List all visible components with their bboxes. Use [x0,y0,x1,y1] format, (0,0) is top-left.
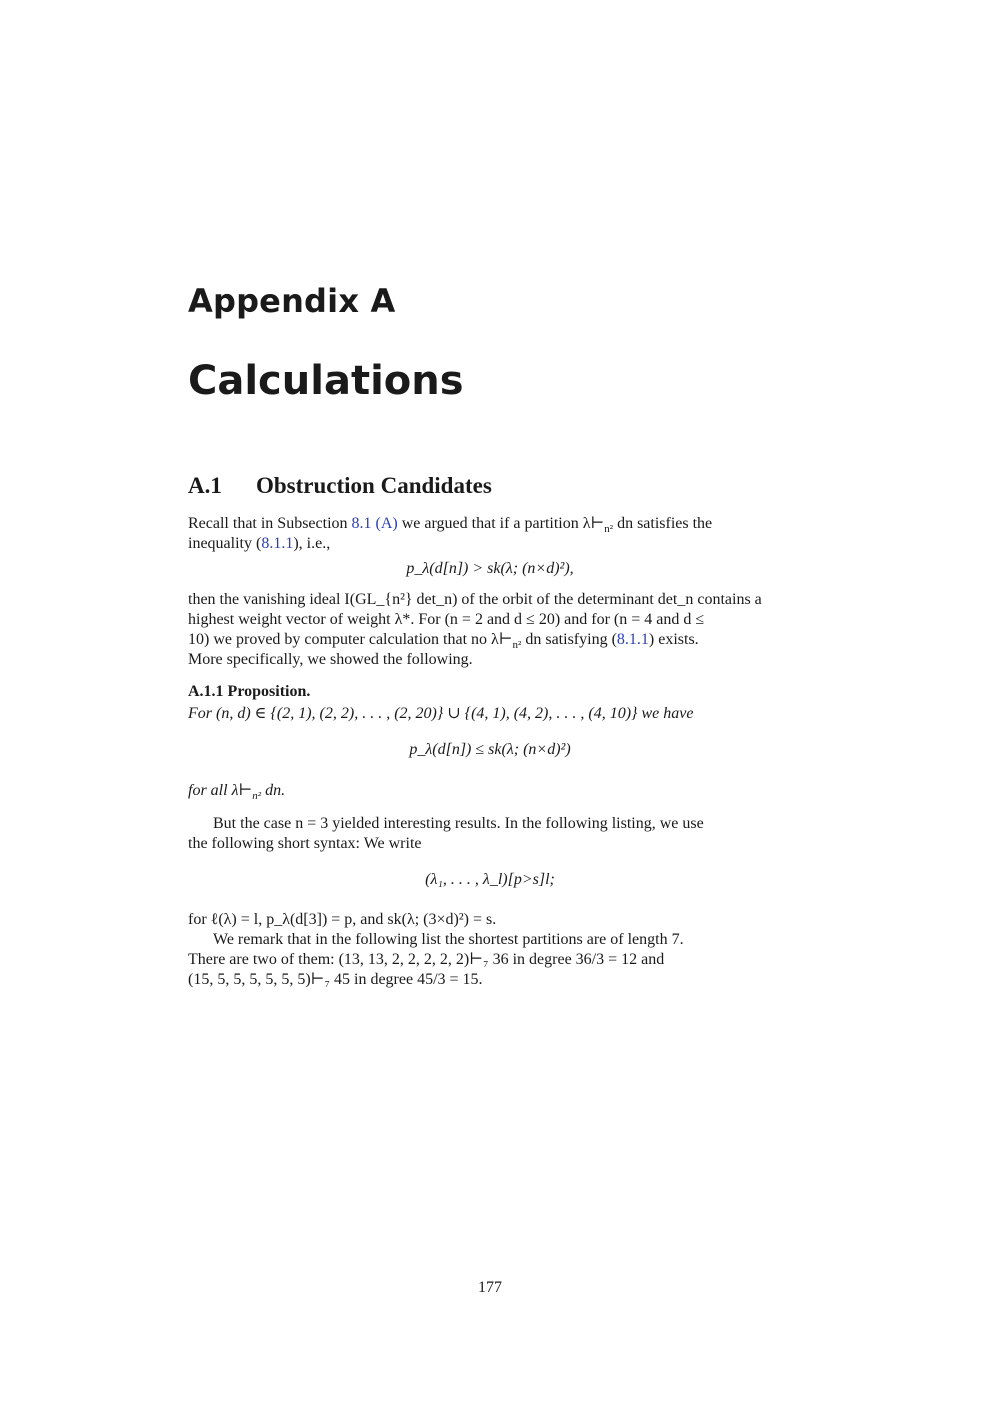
paragraph-line: We remark that in the following list the shortest partitions are of length 7. [213,931,684,948]
chapter-title: Calculations [188,358,464,404]
paragraph-line: (15, 5, 5, 5, 5, 5, 5)⊢₇ 45 in degree 45/3 = 15. [188,971,483,988]
text-run: dn satisfies the [613,515,713,532]
subscript: n² [604,523,614,534]
paragraph-line: the following short syntax: We write [188,835,422,852]
text-run: inequality ( [188,535,262,552]
subscript: n² [252,790,262,803]
paragraph-recall [188,514,792,554]
proposition-heading: A.1.1 Proposition. [188,683,311,700]
equation-link[interactable]: 8.1.1 [616,631,649,648]
paragraph-line: More specifically, we showed the following. [188,651,473,668]
text-run: Recall that in Subsection [188,515,352,532]
equation-link[interactable]: 8.1.1 [261,535,294,552]
text-run: dn satisfying ( [521,631,617,648]
paragraph-line [188,514,792,534]
section-title: Obstruction Candidates [256,473,492,498]
text-run: dn. [261,782,286,799]
display-inequality: p_λ(d[n]) > sk(λ; (n×d)²), [406,560,574,577]
text-run: we argued that if a partition λ⊢ [397,515,605,532]
paragraph-line: But the case n = 3 yielded interesting results. In the following listing, we use [213,815,704,832]
proposition-statement: For (n, d) ∈ {(2, 1), (2, 2), . . . , (2, 20)} ∪ {(4, 1), (4, 2), . . . , (4, 10)} we have [188,705,694,722]
paragraph-line: highest weight vector of weight λ*. For (n = 2 and d ≤ 20) and for (n = 4 and d ≤ [188,611,705,628]
paragraph-line: then the vanishing ideal I(GL_{n²} det_n) of the orbit of the determinant det_n contains a [188,591,762,608]
paragraph-remark [188,910,792,990]
paragraph-line [188,630,792,650]
paragraph-line: for ℓ(λ) = l, p_λ(d[3]) = p, and sk(λ; (3×d)²) = s. [188,911,497,928]
paragraph-line [188,534,792,554]
section-heading [188,473,492,499]
text-run: 10) we proved by computer calculation that no λ⊢ [188,631,513,648]
subsection-link[interactable]: 8.1 (A) [351,515,398,532]
paragraph-line: There are two of them: (13, 13, 2, 2, 2, 2, 2)⊢₇ 36 in degree 36/3 = 12 and [188,951,665,968]
text-run: ), i.e., [293,535,331,552]
page-number: 177 [478,1279,502,1296]
paragraph-case-n3 [188,814,792,854]
section-number: A.1 [188,473,222,498]
subscript: n² [512,639,522,650]
text-run: for all λ⊢ [188,782,253,799]
syntax-display: (λ₁, . . . , λ_l)[p>s]l; [425,871,555,888]
text-run: ) exists. [648,631,699,648]
proposition-conclusion [188,780,286,803]
chapter-label: Appendix A [188,282,396,320]
proposition-display: p_λ(d[n]) ≤ sk(λ; (n×d)²) [409,741,571,758]
paragraph-vanishing-ideal [188,590,792,670]
